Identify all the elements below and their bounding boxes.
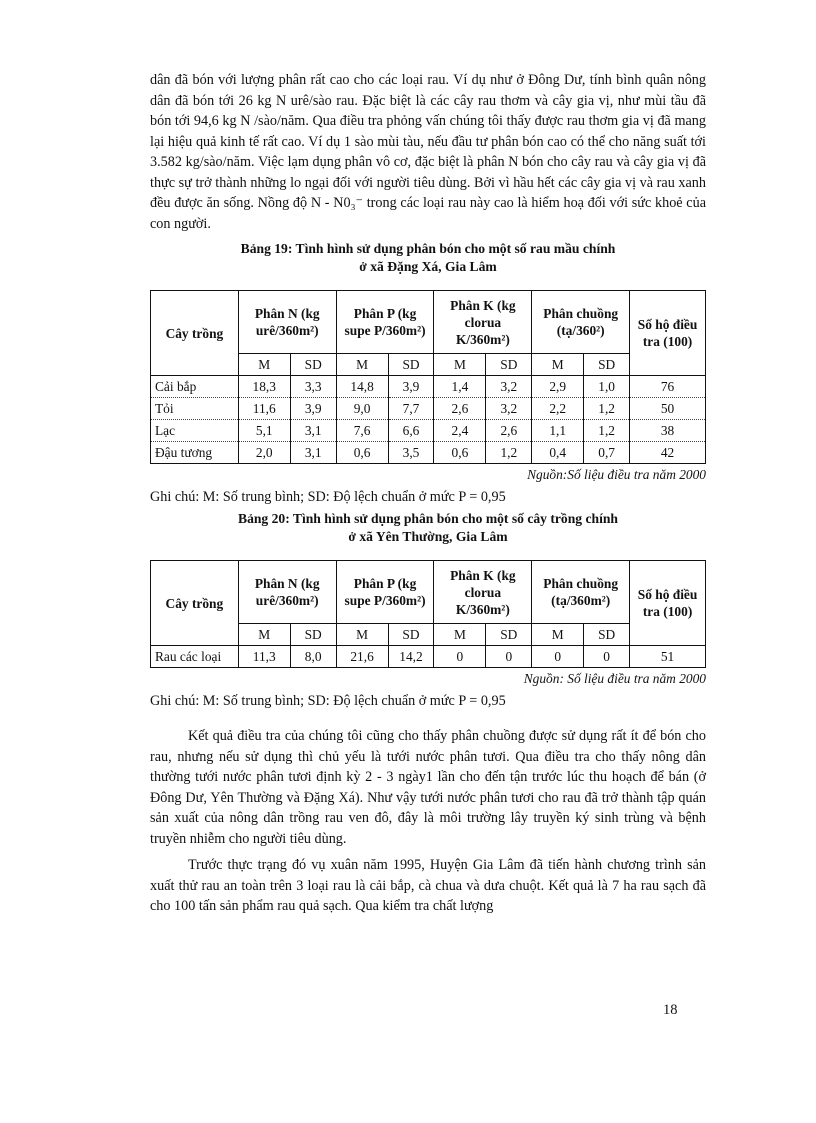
households-cell: 50	[630, 398, 706, 420]
table20-subheader-m: M	[238, 624, 290, 646]
n-sd-cell: 3,1	[290, 442, 336, 464]
crop-cell: Lạc	[151, 420, 239, 442]
table-row	[151, 376, 706, 398]
table20-header-n: Phân N (kg urê/360m²)	[238, 561, 336, 624]
n-mean-cell: 11,3	[238, 646, 290, 668]
table19-subheader-m: M	[434, 354, 486, 376]
table19-caption	[150, 240, 706, 276]
manure-mean-cell: 0,4	[532, 442, 584, 464]
table19-caption-line1: Bảng 19: Tình hình sử dụng phân bón cho một số rau mầu chính	[240, 241, 616, 256]
crop-cell: Cải bắp	[151, 376, 239, 398]
table-row	[151, 646, 706, 668]
table20-caption-line2: ở xã Yên Thường, Gia Lâm	[348, 529, 508, 544]
table-row	[151, 442, 706, 464]
n-mean-cell: 5,1	[238, 420, 290, 442]
results-paragraph: Kết quả điều tra của chúng tôi cũng cho thấy phân chuồng được sử dụng rất ít để bón cho rau, nhưng nếu sử dụng thì chủ yếu là tưới nước phân tươi. Qua điều tra cho thấy nông dân thường tưới nước phân tươi định kỳ 2 - 3 ngày1 lần cho đến tận trước lúc thu hoạch để bán (ở Đông Dư, Yên Thường và Đặng Xá). Như vậy tưới nước phân tươi cho rau đã trở thành tập quán sản xuất của nông dân trồng rau ven đô, đây là môi trường lây truyền ký sinh trùng và bệnh truyền nhiễm cho người tiêu dùng.	[150, 728, 706, 847]
table20-header-manure: Phân chuồng (tạ/360m²)	[532, 561, 630, 624]
table20-note: Ghi chú: M: Số trung bình; SD: Độ lệch chuẩn ở mức P = 0,95	[150, 693, 506, 709]
manure-sd-cell: 1,2	[584, 398, 630, 420]
n-sd-cell: 3,3	[290, 376, 336, 398]
manure-sd-cell: 0,7	[584, 442, 630, 464]
table19-header-k: Phân K (kg clorua K/360m²)	[434, 291, 532, 354]
k-sd-cell: 3,2	[486, 376, 532, 398]
k-sd-cell: 1,2	[486, 442, 532, 464]
table20-header-k: Phân K (kg clorua K/360m²)	[434, 561, 532, 624]
households-cell: 51	[630, 646, 706, 668]
program-paragraph: Trước thực trạng đó vụ xuân năm 1995, Huyện Gia Lâm đã tiến hành chương trình sản xuất thử rau an toàn trên 3 loại rau là cải bắp, cà chua và dưa chuột. Kết quả là 7 ha rau sạch đã cho 100 tấn sản phẩm rau quả sạch. Qua kiểm tra chất lượng	[150, 857, 706, 914]
table-row	[151, 420, 706, 442]
k-mean-cell: 2,6	[434, 398, 486, 420]
table20-subheader-sd: SD	[290, 624, 336, 646]
p-mean-cell: 9,0	[336, 398, 388, 420]
intro-paragraph: dân đã bón với lượng phân rất cao cho các loại rau. Ví dụ như ở Đông Dư, tính bình quân nông dân đã bón tới 26 kg N urê/sào rau. Đặc biệt là các cây rau thơm và cây gia vị, như mùi tầu đã bón tới 94,6 kg N /sào/năm. Qua điều tra phỏng vấn chúng tôi thấy được rau thơm gia vị đã mang lại hiệu quả kinh tế rất cao. Ví dụ 1 sào mùi tàu, nếu đầu tư phân bón cao có thể cho năng suất tới 3.582 kg/sào/năm. Việc lạm dụng phân vô cơ, đặc biệt là phân N bón cho cây rau và cây gia vị đã thực sự trở thành những lo ngại đối với người tiêu dùng. Bởi vì hầu hết các cây gia vị và rau xanh đều được ăn sống. Nồng độ N - N0₃⁻ trong các loại rau này cao là hiểm hoạ đối với sức khoẻ của con người.	[150, 72, 706, 232]
p-mean-cell: 14,8	[336, 376, 388, 398]
table19-subheader-sd: SD	[486, 354, 532, 376]
table20-subheader-m: M	[336, 624, 388, 646]
table19-subheader-sd: SD	[388, 354, 434, 376]
manure-mean-cell: 1,1	[532, 420, 584, 442]
crop-cell: Đậu tương	[151, 442, 239, 464]
p-sd-cell: 7,7	[388, 398, 434, 420]
k-sd-cell: 2,6	[486, 420, 532, 442]
table19	[150, 290, 706, 464]
document-page	[150, 70, 706, 917]
table20-subheader-m: M	[434, 624, 486, 646]
p-mean-cell: 0,6	[336, 442, 388, 464]
crop-cell: Rau các loại	[151, 646, 239, 668]
n-sd-cell: 3,1	[290, 420, 336, 442]
table20-source: Nguồn: Số liệu điều tra năm 2000	[523, 671, 706, 686]
crop-cell: Tỏi	[151, 398, 239, 420]
p-mean-cell: 7,6	[336, 420, 388, 442]
table20-subheader-m: M	[532, 624, 584, 646]
table20-subheader-sd: SD	[584, 624, 630, 646]
table19-header-n: Phân N (kg urê/360m²)	[238, 291, 336, 354]
k-mean-cell: 0	[434, 646, 486, 668]
households-cell: 38	[630, 420, 706, 442]
table20-caption-line1: Bảng 20: Tình hình sử dụng phân bón cho một số cây trồng chính	[238, 511, 618, 526]
n-sd-cell: 3,9	[290, 398, 336, 420]
households-cell: 42	[630, 442, 706, 464]
table20-header-crop: Cây trồng	[151, 561, 239, 646]
table19-header-p: Phân P (kg supe P/360m²)	[336, 291, 434, 354]
k-mean-cell: 2,4	[434, 420, 486, 442]
table19-header-households: Số hộ điều tra (100)	[630, 291, 706, 376]
p-sd-cell: 3,9	[388, 376, 434, 398]
k-sd-cell: 3,2	[486, 398, 532, 420]
table20-caption	[150, 510, 706, 546]
manure-mean-cell: 2,9	[532, 376, 584, 398]
p-sd-cell: 14,2	[388, 646, 434, 668]
table19-subheader-m: M	[532, 354, 584, 376]
table19-header-manure: Phân chuồng (tạ/360²)	[532, 291, 630, 354]
page-number: 18	[663, 1002, 678, 1018]
table19-subheader-sd: SD	[290, 354, 336, 376]
n-mean-cell: 11,6	[238, 398, 290, 420]
table20-subheader-sd: SD	[486, 624, 532, 646]
table20-header-p: Phân P (kg supe P/360m²)	[336, 561, 434, 624]
k-sd-cell: 0	[486, 646, 532, 668]
manure-mean-cell: 0	[532, 646, 584, 668]
n-mean-cell: 18,3	[238, 376, 290, 398]
manure-mean-cell: 2,2	[532, 398, 584, 420]
table19-subheader-m: M	[336, 354, 388, 376]
manure-sd-cell: 1,0	[584, 376, 630, 398]
table-row	[151, 398, 706, 420]
p-sd-cell: 6,6	[388, 420, 434, 442]
manure-sd-cell: 0	[584, 646, 630, 668]
households-cell: 76	[630, 376, 706, 398]
n-sd-cell: 8,0	[290, 646, 336, 668]
table20	[150, 560, 706, 668]
k-mean-cell: 1,4	[434, 376, 486, 398]
table19-header-crop: Cây trồng	[151, 291, 239, 376]
table19-source: Nguồn:Số liệu điều tra năm 2000	[527, 467, 706, 482]
n-mean-cell: 2,0	[238, 442, 290, 464]
p-mean-cell: 21,6	[336, 646, 388, 668]
manure-sd-cell: 1,2	[584, 420, 630, 442]
table19-subheader-m: M	[238, 354, 290, 376]
table19-subheader-sd: SD	[584, 354, 630, 376]
table19-note: Ghi chú: M: Số trung bình; SD: Độ lệch chuẩn ở mức P = 0,95	[150, 489, 506, 505]
table19-caption-line2: ở xã Đặng Xá, Gia Lâm	[359, 259, 497, 274]
k-mean-cell: 0,6	[434, 442, 486, 464]
p-sd-cell: 3,5	[388, 442, 434, 464]
table20-subheader-sd: SD	[388, 624, 434, 646]
table20-header-households: Số hộ điều tra (100)	[630, 561, 706, 646]
